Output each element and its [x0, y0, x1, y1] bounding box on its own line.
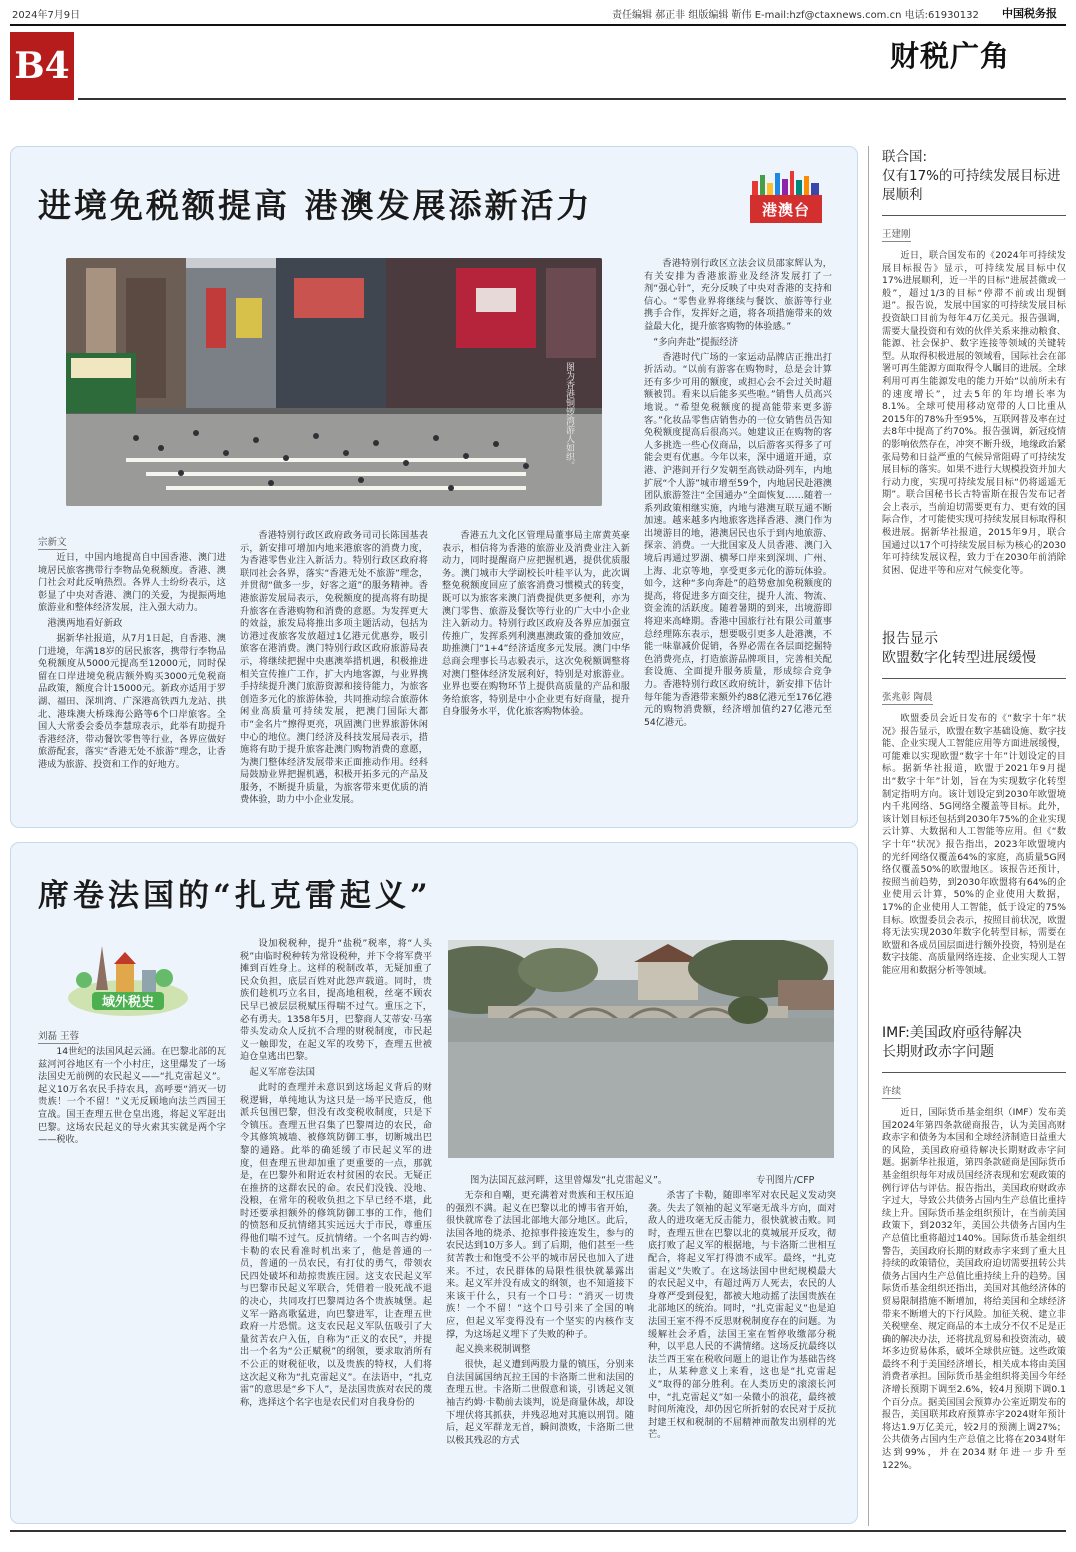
issue-date: 2024年7月9日 — [12, 10, 81, 21]
subheading: 港澳两地看好新政 — [47, 617, 123, 629]
article-column-1 — [38, 1046, 226, 1147]
side-headline-line2: 仅有17%的可持续发展目标进展顺利 — [882, 168, 1061, 203]
side-article-eu — [882, 630, 1066, 977]
byline — [38, 530, 67, 550]
photo-caption: 图为法国瓦兹河畔，这里曾爆发“扎克雷起义”。 — [470, 1175, 668, 1186]
paragraph: 欧盟委员会近日发布的《“数字十年”状况》报告显示，欧盟在数字基础设施、数字技能、企业实现人工智能应用等方面进展缓慢，可能难以实现欧盟“数字十年”计划设定的目标。据新华社报道，欧盟于2021年9月提出“数字十年”计划，旨在为实现数字化转型制定指明方向。该计划设定到2030年欧盟境内千兆网络、5G网络全覆盖等目标。此外，该计划目标还包括到2030年75%的企业实现云计算、大数据和人工智能等应用。但《“数字十年”状况》报告指出，2023年欧盟境内的光纤网络仅覆盖64%的家庭，高质量5G网络仅覆盖50%的欧盟地区。该报告还预计，按照当前趋势，到2030年欧盟将有64%的企业使用云计算，50%的企业使用大数据，17%的企业使用人工智能，低于设定的75%目标。欧盟委员会表示，按照目前状况，欧盟将无法实现2030年数字化转型目标，需要在欧盟和各成员国层面进行额外投资，特别是在数字技能、高质量网络连接、企业实现人工智能应用和数据分析等领域。 — [882, 713, 1066, 976]
headline-rule — [882, 215, 1066, 216]
foreign-tax-history-logo — [66, 940, 190, 1020]
photo-credit: 专刊图片/CFP — [756, 1175, 815, 1186]
article-headline: 进境免税额提高 港澳发展添新活力 — [38, 186, 593, 225]
headline-rule — [882, 678, 1066, 679]
side-headline-line1: 报告显示 — [882, 631, 938, 647]
byline-text: 许续 — [882, 1083, 901, 1099]
side-body — [882, 1107, 1066, 1472]
side-article-imf — [882, 1024, 1066, 1472]
subheading: 起义军席卷法国 — [249, 1066, 316, 1078]
header-rule — [10, 24, 1066, 26]
skyline-icon — [750, 171, 822, 197]
hong-kong-street-photo — [66, 258, 602, 506]
side-headline-line1: IMF:美国政府亟待解决 — [882, 1025, 1022, 1041]
section-title: 财税广角 — [890, 39, 1011, 73]
article-column-4 — [648, 1190, 836, 1442]
side-body — [882, 713, 1066, 977]
headline-rule — [882, 1072, 1066, 1073]
paragraph: 香港特别行政区政府政务司司长陈国基表示，新安排可增加内地来港旅客的消费力度，为香港零售业注入新活力。特别行政区政府将联同社会各界，落实“香港无处不旅游”理念，并贯彻“做多一步，好客之道”的服务精神。香港旅游发展局表示，免税额度的提高将有助提升旅客在香港购物和消费的意愿。为发挥更大的效益，旅发局将推出多项主题活动，包括为访港过夜旅客发放超过1亿港元优惠券，吸引旅客在港消费。澳门特别行政区政府旅游局表示，将继续把握中央惠澳举措机遇，积极推进相关宣传推广工作，扩大内地客源，与业界携手持续提升澳门旅游资源和接待能力，为旅客创造多元化的旅游体验，共同推动综合旅游休闲业高质量可持续发展，把澳门国际大都市“金名片”擦得更亮，巩固澳门世界旅游休闲中心的地位。澳门经济及科技发展局表示，措施将有助于提升旅客赴澳门购物消费的意愿，为澳门整体经济发展带来正面推动作用。经科局鼓励业界把握机遇，积极开拓多元的产品及服务，不断提升质量，为旅客带来更优质的消费体验，助力中小企业发展。 — [240, 530, 428, 806]
article-column-1 — [38, 552, 226, 772]
side-body — [882, 250, 1066, 577]
paragraph: 无奈和自嘲，更充满着对贵族和王权压迫的强烈不满。起义在巴黎以北的博韦省开始，很快就席卷了法国北部地大部分地区。此后，法国各地的烧杀、抢掠事件接连发生，参与的农民达到10万多人。到了后期，他们甚至一些贫苦教士和饱受不公平的城市居民也加入了进来。不过，农民群体的局限性很快就暴露出来。起义军并没有成文的纲领，也不知道接下来该干什么，只有一个口号：“消灭一切贵族！一个不留！”这个口号引来了全国的响应，但起义军变得没有一个坚实的内核作支撑，为这场起义埋下了失败的种子。 — [446, 1190, 634, 1340]
column-divider — [868, 146, 869, 1526]
hk-macao-taiwan-logo — [750, 171, 822, 223]
paragraph: 杀害了卡勒，随即率军对农民起义发动突袭。失去了领袖的起义军毫无战斗方向，面对敌人的进攻毫无反击能力，很快就被击败。同时，查理五世在巴黎以北的莫城展开反攻，彻底打败了起义军的根据地，与卡洛斯二世相互配合，将起义军打得溃不成军。最终，“扎克雷起义”失败了。在这场法国中世纪规模最大的农民起义中，有超过两万人死去，农民的人身尊严受到侵犯，都被大地动摇了法国贵族在北部地区的统治。同时，“扎克雷起义”也是迫法国王室不得不反思财税制度存在的问题。为缓解社会矛盾，法国王室在暂停收缴部分税种，以平息人民的不满情绪。这场反抗最终以法兰西王室在税收问题上的退让作为基础告终止，从某种意义上来看，这也是“扎克雷起义”取得的部分胜利。在人类历史的滚滚长河中，“扎克雷起义”如一朵微小的浪花，最终被时间所淹没，却仍因它所折射的农民对于反抗封建王权和税制的不屈精神而散发出别样的光芒。 — [648, 1190, 836, 1441]
article-column-3 — [446, 1190, 634, 1447]
street-scene-image — [66, 258, 602, 506]
paragraph: 近日，国际货币基金组织（IMF）发布美国2024年第四条款磋商报告，认为美国高财政赤字和债务为本国和全球经济制造日益重大的风险，美国政府亟待解决长期财政赤字问题。据新华社报道，第四条款磋商是国际货币基金组织每年对成员国经济表现和宏观政策的例行评估与评估。报告指出，美国政府财政赤字过大，导致公共债务占国内生产总值比重持续上升。国际货币基金组织预计，在当前美国政策下，到2032年，美国公共债务占国内生产总值比重将超过140%。国际货币基金组织警告，美国政府长期的财政赤字来到了重大且持续的政策错位，美国政府迫切需要扭转公共债务占国内生产总值比重持续上升的趋势。国际货币基金组织还指出，美国对其他经济体的贸易限制措施不断增加，将给美国和全球经济带来不断增大的下行风险。加征关税、建立非关税壁垒、规定商品的本土成分不仅不足是正确的解决办法，还将扰乱贸易和投资流动，破坏多边贸易体系，破坏全球供应链。这些政策最终不利于美国经济增长，相关成本将由美国消费者承担。国际货币基金组织将美国今年经济增长预期下调至2.6%，较4月预期下调0.1个百分点。据美国国会预算办公室近期发布的报告，美国联邦政府预算赤字2024财年预计将达1.9万亿美元，较2月的预测上调27%；公共债务占国内生产总值之比将在2034财年达到99%，并在2034财年进一步升至122%。 — [882, 1107, 1066, 1471]
oise-river-photo — [448, 940, 834, 1158]
paragraph: 香港五九文化区管理局董事局主席黄英豪表示，相信将为香港的旅游业及消费业注入新动力，同时提醒商户应把握机遇，提供优质服务。澳门城市大学副校长叶桂平认为，此次调整免税额度回应了旅客消费习惯模式的转变，既可以为旅客来澳门消费提供更多便利，亦为澳门零售、旅游及餐饮等行业的广大中小企业注入新动力。特别行政区政府及各界应加强宣传推广，发挥系列利澳惠澳政策的叠加效应，助推澳门“1+4”经济适度多元发展。澳门中华总商会理事长马志毅表示，这次免税额调整将对澳门整体经济发展利好，特别是对旅游业。业界也要在购物环节上提供高质量的产品和服务给旅客，特别是中小企业更有好商量，提升自身服务水平，优化旅客购物体验。 — [442, 530, 630, 718]
side-headline-line2: 长期财政赤字问题 — [882, 1044, 994, 1060]
byline-text: 王建刚 — [882, 226, 911, 242]
paragraph: 香港特别行政区立法会议员邵家辉认为，有关安排为香港旅游业及经济发展打了一剂“强心针”，充分反映了中央对香港的支持和信心。“零售业界将继续与餐饮、旅游等行业携手合作，发挥好之道，将各项措施带来的效益最大化，提升旅客购物的体验感。” — [644, 258, 832, 332]
logo-label: 域外税史 — [101, 995, 155, 1010]
byline-text: 宗新文 — [38, 534, 67, 550]
article-column-2 — [240, 938, 432, 1409]
paragraph: 很快，起义遭到两股力量的镇压，分别来自法国属国纳瓦拉王国的卡洛斯二世和法国的查理五世。卡洛斯二世假意和谈，引诱起义领袖吉约姆·卡勒前去谈判，说是商量休战，却设下埋伏将其抓获，并残忍地对其施以刑罚。随后，起义军群龙无首，瞬间溃败，卡洛斯二世以极其残忍的方式 — [446, 1359, 634, 1446]
subheading: 起义换来税制调整 — [455, 1344, 531, 1356]
landmarks-icon — [66, 940, 190, 1020]
side-headline-line1: 联合国: — [882, 149, 928, 165]
paragraph: 香港时代广场的一家运动品牌店正推出打折活动。“以前有游客在购物时，总是会计算还有多少可用的额度，或担心会不会过关时超额被罚。看来以后能多买些啦。”销售人员高兴地说。“希望免税额度的提高能带来更多游客。”化妆品零售店销售办的一位女销售员告知免税额度提高后很高兴。她建议正在购物的客人多挑选一些心仪商品，以后游客买得多了可能会更有优惠。今年以来，深中通道开通，京港、沪港间开行夕发朝至高铁动卧列车，内地扩展“个人游”城市增至59个，内地居民赴港澳团队旅游签注“全国通办”全面恢复……随着一系列政策相继实施，内地与港澳互联互通不断加速。越来越多内地旅客选择香港、澳门作为出境游目的地，港澳居民也乐于到内地旅游、探亲、消费。一大批国家及人员香港、澳门入境后再通过罗湖、横琴口岸来到深圳、广州、上海、北京等地，享受更多元化的游玩体验。如今，这种“多向奔赴”的趋势愈加免税额度的提高，将促进多方面交往，提升人流、物流、资金流的活跃度。随着暑期的到来，出境游即将迎来高峰期。香港中国旅行社有限公司董事总经理陈东表示，想要吸引更多人赴港澳，不能一味靠减价促销，各界必需在各层面挖掘特色消费亮点，打造旅游品牌项目，完善相关配套设施、全面提升服务质量，形成综合竞争力。香港特别行政区政府统计，新安排下估计每年能为香港带来额外约88亿港元至176亿港元的购物消费额，经济增加值约27亿港元至54亿港元。 — [644, 351, 832, 728]
paragraph: 近日，联合国发布的《2024年可持续发展目标报告》显示，可持续发展目标中仅17%进展顺利，近一半的目标“进展甚微或一般”，超过1/3的目标“停滞不前或出现倒退”。报告说，发展中国家的可持续发展目标投资缺口目前为每年4万亿美元。报告强调，需要大量投资和有效的伙伴关系来推动粮食、能源、社会保护、数字连接等领域的关键转型。从取得积极进展的领域看，国际社会在部署可再生能源方面取得令人瞩目的进展。全球利用可再生能源发电的能力开始“以前所未有的速度增长”，过去5年的年均增长率为8.1%。全球可使用移动宽带的人口比重从2015年的78%升至95%，互联网普及率在过去8年中提高了约70%。报告强调，新冠疫情的影响依然存在，冲突不断升级，地缘政治紧张局势和日益严重的气候异常阻碍了可持续发展目标的落实。如果不进行大规模投资并加大行动力度，实现可持续发展目标“仍将遥遥无期”。联合国秘书长古特雷斯在报告发布记者会上表示，当前迫切需要更有力、更有效的国际合作，才可能使实现可持续发展目标取得积极进展。据新华社报道，2015年9月，联合国通过以17个可持续发展目标为核心的2030年可持续发展议程，致力于在2030年前消除贫困、促进平等和应对气候变化等。 — [882, 250, 1066, 576]
newspaper-name: 中国税务报 — [1002, 7, 1057, 20]
side-article-un — [882, 148, 1066, 577]
logo-label: 港澳台 — [750, 195, 822, 223]
paragraph: 据新华社报道，从7月1日起，自香港、澳门进境，年满18岁的居民旅客，携带行李物品免税额度从5000元提高至12000元，同时保留在口岸进境免税店额外购买3000元免税商品政策，额度合计15000元。新政亦适用于罗湖、福田、深圳湾、广深港高铁西九龙站、拱北、港珠澳大桥珠海公路等6个口岸旅客。全国人大常委会委员李慧琼表示，此举有助提升香港经济，带动餐饮零售等行业，各界应做好旅游配套，落实“香港无处不旅游”理念，让香港成为旅游、投资和工作的好地方。 — [38, 632, 226, 770]
paragraph: 14世纪的法国风起云涌。在巴黎北部的瓦兹河河谷地区有一个小村庄，这里爆发了一场法国史无前例的农民起义——“扎克雷起义”。起义10万名农民手持农具，高呼要“消灭一切贵族！一个不留！”义无反顾地向法兰西国王宣战。国王查理五世仓皇出逃，将起义军赶出巴黎。这场农民起义的导火索其实就是两个字——税收。 — [38, 1046, 226, 1146]
byline — [38, 1024, 79, 1044]
page-number-badge: B4 — [10, 32, 74, 100]
article-column-4 — [644, 258, 832, 729]
article-column-2 — [240, 530, 428, 807]
byline-text: 刘磊 王蓉 — [38, 1028, 79, 1044]
subheading: “多向奔赴”提振经济 — [653, 336, 739, 348]
masthead-rule — [78, 98, 1066, 100]
river-scene-image — [448, 940, 834, 1158]
paragraph: 此时的查理并未意识到这场起义背后的财税逻辑，单纯地认为这只是一场平民造反，他派兵包围巴黎，但没有改变税收制度，只是下令镇压。查理五世召集了巴黎周边的农民，命令其修筑城墙、被修筑防御工事，切断城出巴黎的通路。此举的确延缓了市民起义军的进度，但查理五世却加重了更重要的一点，那就是，在巴黎外和附近农村贫困的农民。无疑正在推挤的这群农民的命。农民们没钱、没地、没粮，在常年的税收负担之下早已经不堪，此时还要承担额外的修筑防御工事的工作，他们的愤怒和反抗情绪其实远远大于市民，尊重压得他们喘不过气。反抗情绪。一个名叫吉约姆·卡勒的农民看准时机出来了，他是普通的一员，普通的一员农民，有打仗的勇气，带领农民四处破坏和劫掠贵族庄园。这支农民起义军与巴黎市民起义军联合，凭借着一股死战不退的决心，共同攻打巴黎周边各个贵族城堡。起义军一路高歌猛进，向巴黎进军，让查理五世政府一片恐慌。这支农民起义军队伍吸引了大量贫苦农户入伍，自称为“正义的农民”，并提出一个名为“公正赋税”的纲领，要求取消所有不公正的财税征收，以及贵族的特权，人们将这次起义称为“扎克雷起义”。在法语中，“扎克雷”的意思是“乡下人”，是法国贵族对农民的蔑称，选择这个名字也是农民们对自我身份的 — [240, 1081, 432, 1408]
editor-info: 责任编辑 郝正非 组版编辑 靳伟 E-mail:hzf@ctaxnews.com.cn 电话:61930132 — [612, 10, 979, 21]
photo-caption: 图为香港铜锣湾游人如织。 — [564, 362, 574, 470]
paragraph: 近日，中国内地提高自中国香港、澳门进境居民旅客携带行李物品免税额度。香港、澳门社会对此反响热烈。各界人士纷纷表示，这彰显了中央对香港、澳门的关爱，为提振两地旅游业和整体经济发展，注入强大动力。 — [38, 552, 226, 614]
footer-rule — [10, 1530, 1066, 1532]
article-headline: 席卷法国的“扎克雷起义” — [38, 878, 432, 914]
byline-text: 张兆彰 陶晨 — [882, 689, 933, 705]
side-headline-line2: 欧盟数字化转型进展缓慢 — [882, 650, 1036, 666]
article-column-3 — [442, 530, 630, 719]
paragraph: 设加税税种，提升“盐税”税率，将“人头税”由临时税种转为常设税种，并下令将军费平摊到百姓身上。这样的税制改革，无疑加重了民众负担，底层百姓对此怨声载道。同时，贵族们趁机巧立名目，提高地租税，丝毫不顾农民早已被层层税赋压得喘不过气。重压之下，必有勇夫。1358年5月，巴黎商人艾蒂安·马塞带头发动众人反抗不合理的财税制度，市民起义一触即发，在起义军的攻势下，查理五世被迫仓皇逃出巴黎。 — [240, 938, 432, 1063]
